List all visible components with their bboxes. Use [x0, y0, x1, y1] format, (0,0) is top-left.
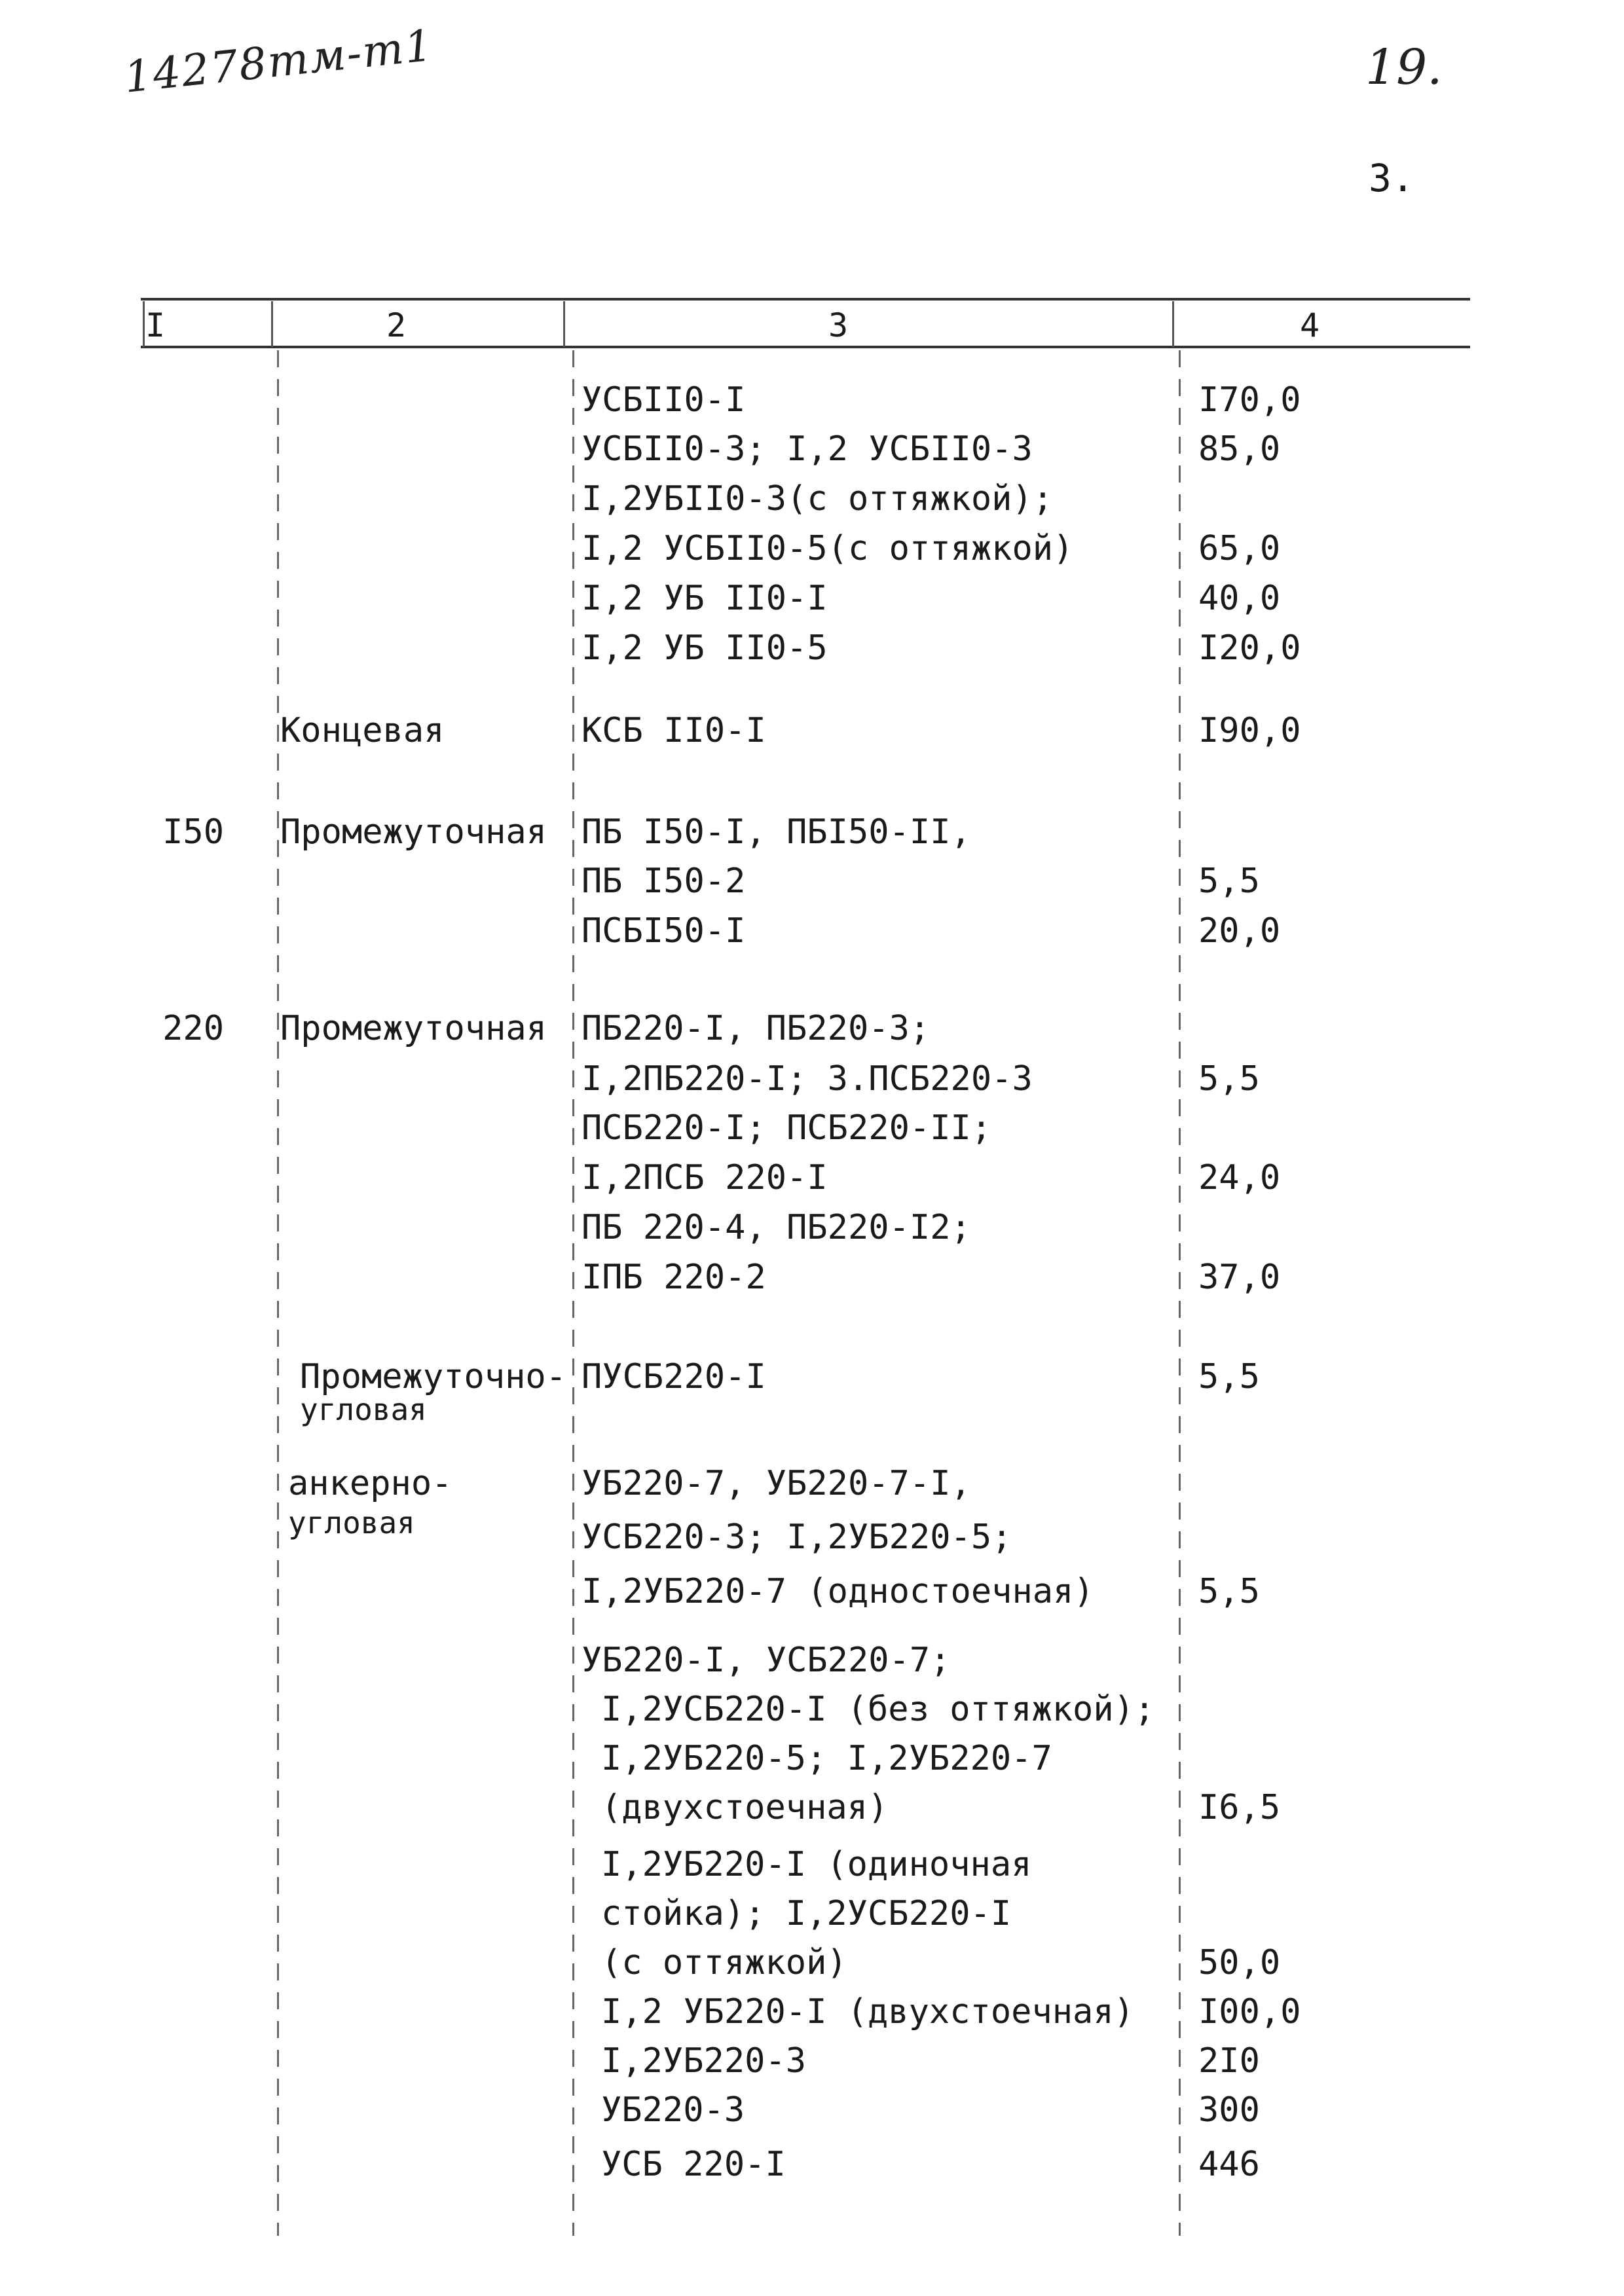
- sheet-number: 3.: [1369, 156, 1414, 200]
- table-cell-designation: УБ220-7, УБ220-7-I,: [581, 1464, 971, 1503]
- column-divider-left: [143, 301, 145, 347]
- table-cell-type: угловая: [288, 1505, 415, 1540]
- table-cell-designation: IПБ 220-2: [581, 1258, 766, 1297]
- column-divider-3-4: [1172, 301, 1174, 347]
- table-cell-designation: УСБ 220-I: [601, 2145, 786, 2184]
- column-header-4: 4: [1300, 306, 1320, 344]
- table-cell-designation: УСБII0-3; I,2 УСБII0-3: [581, 429, 1033, 469]
- table-cell-designation: стойка); I,2УСБ220-I: [601, 1894, 1012, 1933]
- table-cell-designation: ПУСБ220-I: [581, 1357, 766, 1396]
- table-cell-value: 5,5: [1198, 862, 1260, 901]
- column-divider-2-3-body: [572, 350, 574, 2236]
- column-divider-2-3: [563, 301, 565, 347]
- table-cell-value: I90,0: [1198, 711, 1301, 750]
- table-cell-value: 37,0: [1198, 1258, 1281, 1297]
- table-cell-value: 24,0: [1198, 1158, 1281, 1197]
- table-cell-value: 85,0: [1198, 429, 1281, 469]
- table-cell-designation: I,2 УСБII0-5(с оттяжкой): [581, 529, 1074, 568]
- table-cell-designation: КСБ II0-I: [581, 711, 766, 750]
- table-cell-value: 5,5: [1198, 1572, 1260, 1611]
- document-number: 14278тм-т1: [121, 20, 436, 103]
- table-cell-value: 65,0: [1198, 529, 1281, 568]
- table-cell-designation: ПБ 220-4, ПБ220-I2;: [581, 1208, 971, 1247]
- table-cell-designation: I,2УБ220-5; I,2УБ220-7: [601, 1739, 1052, 1778]
- column-divider-1-2: [271, 301, 273, 347]
- table-cell-type: Промежуточная: [280, 812, 547, 852]
- column-divider-3-4-body: [1179, 350, 1181, 2236]
- table-cell-designation: ПСБ220-I; ПСБ220-II;: [581, 1108, 992, 1148]
- table-cell-value: 50,0: [1198, 1943, 1281, 1982]
- table-cell-type: Концевая: [280, 711, 445, 750]
- table-cell-designation: I,2УБ220-3: [601, 2041, 807, 2081]
- table-top-rule: [141, 298, 1470, 301]
- column-header-3: 3: [828, 306, 849, 344]
- table-cell-designation: I,2УБ220-7 (одностоечная): [581, 1572, 1094, 1611]
- table-cell-value: 300: [1198, 2090, 1260, 2130]
- table-cell-value: 2I0: [1198, 2041, 1260, 2081]
- table-cell-designation: I,2ПСБ 220-I: [581, 1158, 828, 1197]
- table-cell-voltage: 220: [162, 1009, 224, 1048]
- table-cell-type: Промежуточно-: [300, 1357, 566, 1396]
- table-cell-designation: УСБII0-I: [581, 380, 746, 420]
- table-cell-designation: I,2 УБ II0-5: [581, 629, 828, 668]
- table-cell-designation: УБ220-3: [601, 2090, 745, 2130]
- table-cell-designation: (двухстоечная): [601, 1788, 889, 1827]
- table-cell-value: 20,0: [1198, 911, 1281, 951]
- table-cell-value: 40,0: [1198, 579, 1281, 618]
- table-cell-type: анкерно-: [288, 1464, 452, 1503]
- page-number: 19.: [1365, 39, 1443, 96]
- table-cell-value: I20,0: [1198, 629, 1301, 668]
- table-cell-designation: I,2УБ220-I (одиночная: [601, 1845, 1032, 1884]
- table-cell-value: 5,5: [1198, 1357, 1260, 1396]
- column-header-2: 2: [386, 306, 407, 344]
- table-cell-value: 5,5: [1198, 1059, 1260, 1099]
- table-cell-designation: I,2 УБ220-I (двухстоечная): [601, 1992, 1134, 2032]
- table-cell-value: I6,5: [1198, 1788, 1281, 1827]
- table-cell-value: 446: [1198, 2145, 1260, 2184]
- table-cell-value: I70,0: [1198, 380, 1301, 420]
- table-cell-designation: ПБ220-I, ПБ220-3;: [581, 1009, 931, 1048]
- table-cell-value: I00,0: [1198, 1992, 1301, 2032]
- header-bottom-rule: [141, 346, 1470, 348]
- table-cell-designation: (с оттяжкой): [601, 1943, 847, 1982]
- table-cell-voltage: I50: [162, 812, 224, 852]
- table-cell-designation: ПБ I50-I, ПБI50-II,: [581, 812, 971, 852]
- table-cell-type: Промежуточная: [280, 1009, 547, 1048]
- table-cell-designation: УБ220-I, УСБ220-7;: [581, 1641, 951, 1680]
- table-cell-type: угловая: [300, 1392, 427, 1427]
- table-cell-designation: ПБ I50-2: [581, 862, 746, 901]
- table-cell-designation: ПСБI50-I: [581, 911, 746, 951]
- table-cell-designation: УСБ220-3; I,2УБ220-5;: [581, 1518, 1012, 1557]
- table-cell-designation: I,2УБII0-3(с оттяжкой);: [581, 479, 1054, 519]
- column-header-1: I: [145, 306, 166, 344]
- table-cell-designation: I,2ПБ220-I; 3.ПСБ220-3: [581, 1059, 1033, 1099]
- table-cell-designation: I,2УСБ220-I (без оттяжкой);: [601, 1690, 1155, 1729]
- table-cell-designation: I,2 УБ II0-I: [581, 579, 828, 618]
- column-divider-1-2-body: [277, 350, 279, 2236]
